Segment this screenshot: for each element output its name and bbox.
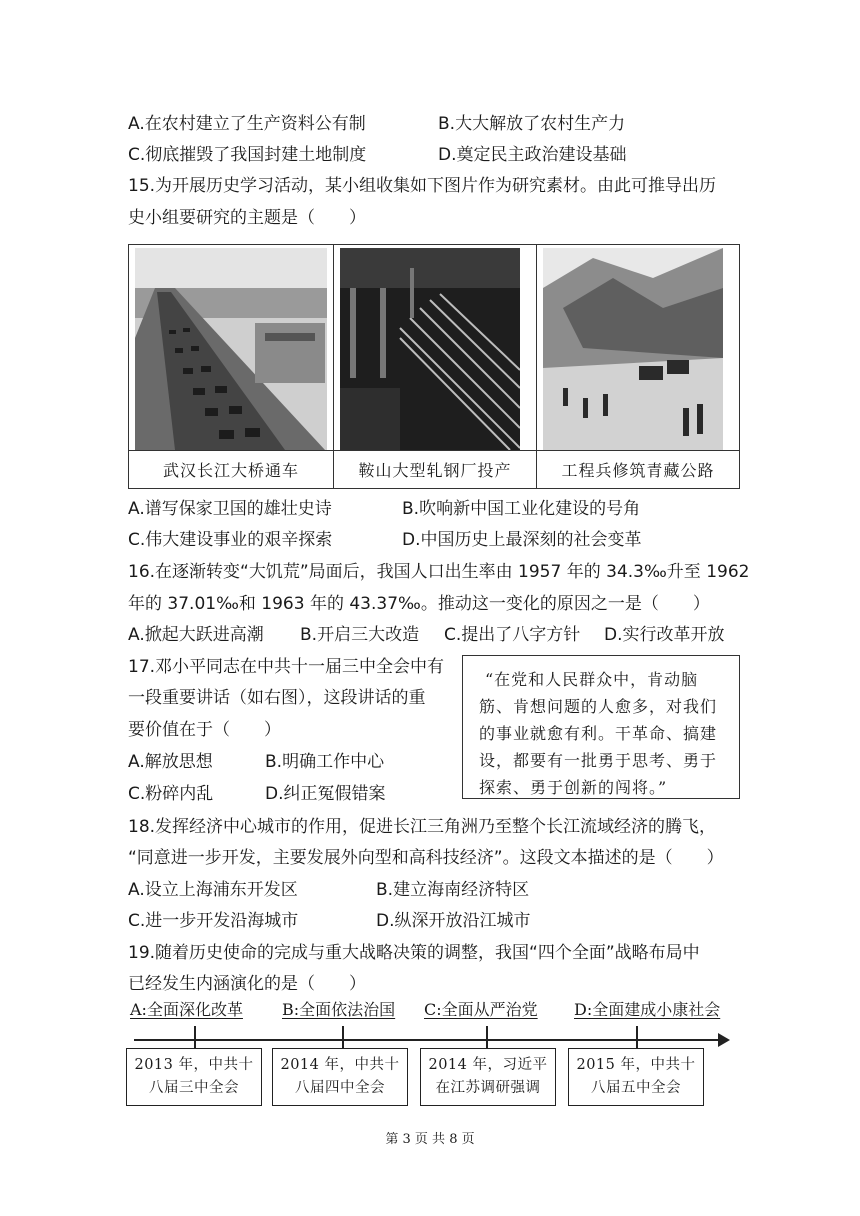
q16-option-c: C.提出了八字方针	[444, 625, 581, 645]
timeline-tick	[194, 1026, 196, 1048]
timeline-box-line: 在江苏调研强调	[435, 1080, 541, 1096]
q17-stem-line3: 要价值在于（ ）	[128, 720, 281, 740]
caption-steel-mill: 鞍山大型轧钢厂投产	[334, 450, 536, 488]
q18-option-d: D.纵深开放沿江城市	[376, 911, 531, 931]
q18-stem-line2: “同意进一步开发，主要发展外向型和高科技经济”。这段文本描述的是（ ）	[128, 848, 724, 868]
timeline-tick	[486, 1026, 488, 1048]
q15-stem-line2: 史小组要研究的主题是（ ）	[128, 208, 366, 228]
q16-option-d: D.实行改革开放	[604, 625, 725, 645]
q18-stem-line1: 18.发挥经济中心城市的作用，促进长江三角洲乃至整个长江流域经济的腾飞，	[128, 817, 717, 837]
timeline-box-2014b	[420, 1048, 556, 1106]
q14-option-a: A.在农村建立了生产资料公有制	[128, 114, 366, 134]
deng-quote-box	[462, 655, 740, 799]
timeline-box-line: 2015 年，中共十	[576, 1057, 696, 1073]
q19-stem-line1: 19.随着历史使命的完成与重大战略决策的调整，我国“四个全面”战略布局中	[128, 943, 700, 963]
picture-cell-highway	[537, 245, 739, 488]
timeline-tick	[636, 1026, 638, 1048]
q15-stem-line1: 15.为开展历史学习活动，某小组收集如下图片作为研究素材。由此可推导出历	[128, 176, 717, 196]
q18-option-a: A.设立上海浦东开发区	[128, 880, 298, 900]
caption-highway: 工程兵修筑青藏公路	[537, 450, 739, 488]
picture-cell-steel-mill	[334, 245, 537, 488]
q16-option-a: A.掀起大跃进高潮	[128, 625, 264, 645]
caption-bridge: 武汉长江大桥通车	[129, 450, 333, 488]
q14-option-d: D.奠定民主政治建设基础	[438, 145, 627, 165]
q16-stem-line1: 16.在逐渐转变“大饥荒”局面后，我国人口出生率由 1957 年的 34.3‰升至 1962	[128, 562, 750, 582]
timeline-box-2013	[126, 1048, 262, 1106]
q17-option-d: D.纠正冤假错案	[265, 784, 386, 804]
timeline-axis	[134, 1039, 722, 1041]
timeline-box-line: 八届三中全会	[149, 1080, 239, 1096]
quote-line: 设，都要有一批勇于思考、勇于	[479, 751, 718, 770]
q18-option-b: B.建立海南经济特区	[376, 880, 530, 900]
q16-option-b: B.开启三大改造	[300, 625, 420, 645]
quote-line: 筋、肯想问题的人愈多，对我们	[479, 697, 718, 716]
q17-option-b: B.明确工作中心	[265, 752, 385, 772]
q14-option-b: B.大大解放了农村生产力	[438, 114, 626, 134]
page-footer: 第 3 页 共 8 页	[385, 1132, 475, 1147]
timeline-box-2014a	[272, 1048, 408, 1106]
timeline-head-a: A:全面深化改革	[130, 1000, 243, 1019]
q15-picture-table	[128, 244, 740, 489]
q15-option-a: A.谱写保家卫国的雄壮史诗	[128, 499, 332, 519]
timeline-box-line: 2014 年，习近平	[428, 1057, 548, 1073]
highway-photo	[543, 248, 733, 450]
timeline-head-d: D:全面建成小康社会	[574, 1000, 721, 1019]
timeline-box-line: 八届五中全会	[591, 1080, 681, 1096]
timeline-box-2015	[568, 1048, 704, 1106]
q14-option-c: C.彻底摧毁了我国封建土地制度	[128, 145, 367, 165]
q17-option-c: C.粉碎内乱	[128, 784, 214, 804]
q19-stem-line2: 已经发生内涵演化的是（ ）	[128, 974, 366, 994]
timeline-box-line: 八届四中全会	[295, 1080, 385, 1096]
q17-stem-line2: 一段重要讲话（如右图），这段讲话的重	[128, 688, 426, 708]
timeline-head-c: C:全面从严治党	[424, 1000, 538, 1019]
timeline-box-line: 2014 年，中共十	[280, 1057, 400, 1073]
timeline-arrow-icon	[718, 1033, 730, 1047]
bridge-photo	[135, 248, 327, 450]
quote-line: “在党和人民群众中，肯动脑	[485, 670, 699, 689]
q15-option-b: B.吹响新中国工业化建设的号角	[402, 499, 641, 519]
q15-option-c: C.伟大建设事业的艰辛探索	[128, 530, 333, 550]
q16-stem-line2: 年的 37.01‰和 1963 年的 43.37‰。推动这一变化的原因之一是（ ）	[128, 594, 710, 614]
timeline-head-b: B:全面依法治国	[282, 1000, 396, 1019]
quote-line: 的事业就愈有利。干革命、搞建	[479, 724, 718, 743]
quote-line: 探索、勇于创新的闯将。”	[479, 778, 668, 797]
q15-option-d: D.中国历史上最深刻的社会变革	[402, 530, 642, 550]
timeline-box-line: 2013 年，中共十	[134, 1057, 254, 1073]
steel-mill-photo	[340, 248, 530, 450]
timeline-tick	[342, 1026, 344, 1048]
q17-stem-line1: 17.邓小平同志在中共十一届三中全会中有	[128, 657, 445, 677]
picture-cell-bridge	[129, 245, 334, 488]
q18-option-c: C.进一步开发沿海城市	[128, 911, 299, 931]
q17-option-a: A.解放思想	[128, 752, 213, 772]
